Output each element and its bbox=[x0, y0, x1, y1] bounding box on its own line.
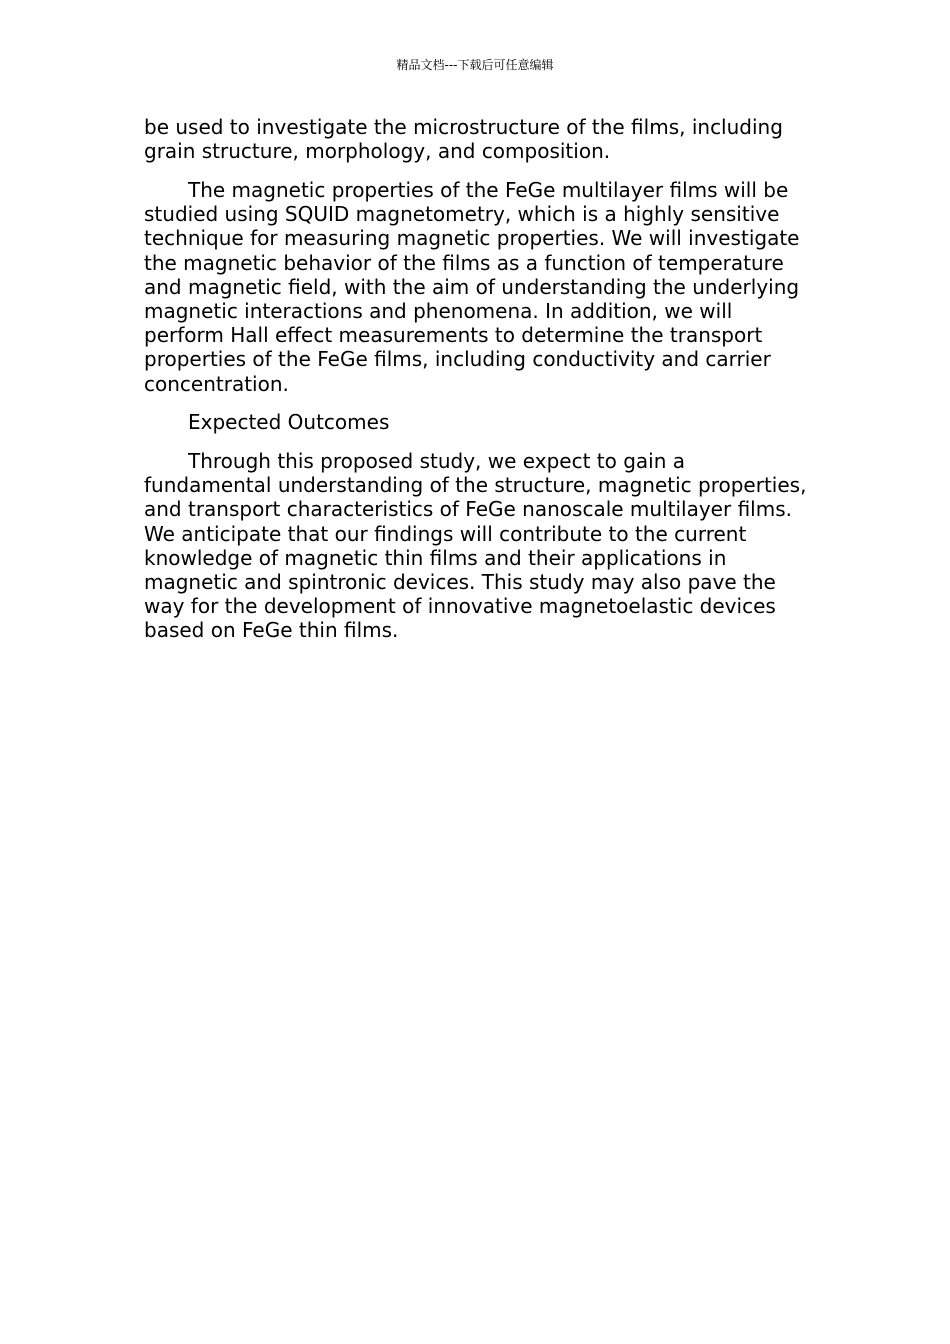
document-body bbox=[144, 115, 814, 657]
paragraph-expected-outcomes: Through this proposed study, we expect to gain a fundamental understanding of the structure, magnetic properties, and transport characteristics of FeGe nanoscale multilayer films. We anticipate that our findings will contribute to the current knowledge of magnetic thin films and their applications in magnetic and spintronic devices. This study may also pave the way for the development of innovative magnetoelastic devices based on FeGe thin films. bbox=[144, 448, 807, 643]
paragraph-continuation: be used to investigate the microstructure of the films, including grain structure, morphology, and composition. bbox=[144, 115, 783, 164]
page-header: 精品文档---下载后可任意编辑 bbox=[396, 58, 554, 72]
paragraph-magnetic-properties: The magnetic properties of the FeGe multilayer films will be studied using SQUID magnetometry, which is a highly sensitive technique for measuring magnetic properties. We will investigate the magnetic behavior of the films as a function of temperature and magnetic field, with the aim of understanding the underlying magnetic interactions and phenomena. In addition, we will perform Hall effect measurements to determine the transport properties of the FeGe films, including conductivity and carrier concentration. bbox=[144, 177, 800, 396]
section-heading-expected-outcomes: Expected Outcomes bbox=[188, 410, 390, 435]
